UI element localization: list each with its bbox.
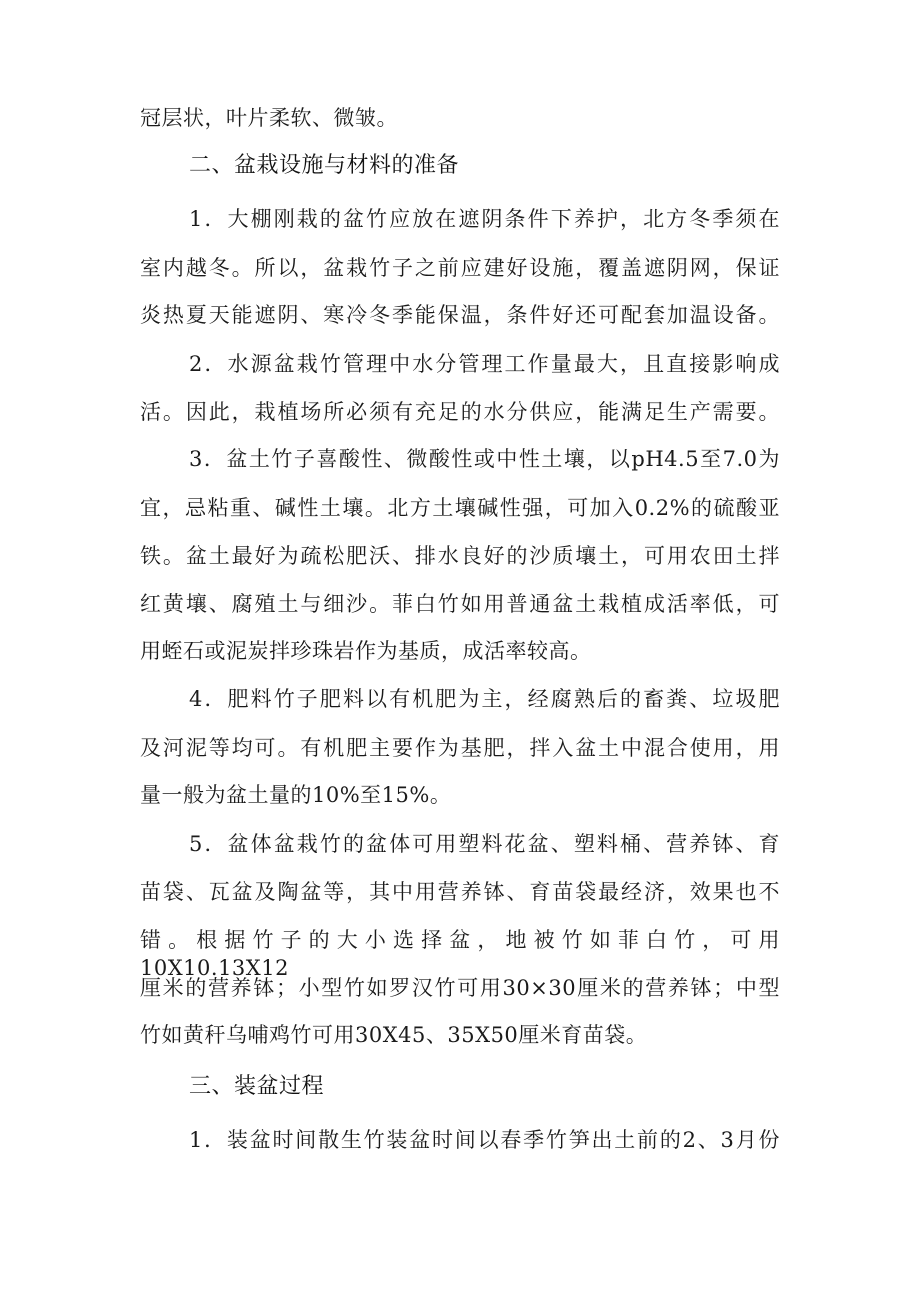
section-heading: 三、装盆过程 bbox=[189, 1074, 325, 1099]
paragraph-line: 竹如黄秆乌哺鸡竹可用30X45、35X50厘米育苗袋。 bbox=[140, 1023, 648, 1047]
paragraph-line: 活。因此，栽植场所必须有充足的水分供应，能满足生产需要。 bbox=[140, 400, 780, 424]
paragraph-line: 及河泥等均可。有机肥主要作为基肥，拌入盆土中混合使用，用 bbox=[140, 736, 780, 760]
paragraph-line: 5．盆体盆栽竹的盆体可用塑料花盆、塑料桶、营养钵、育 bbox=[189, 832, 780, 856]
paragraph-line: 1．装盆时间散生竹装盆时间以春季竹笋出土前的2、3月份 bbox=[189, 1128, 780, 1152]
paragraph-line: 苗袋、瓦盆及陶盆等，其中用营养钵、育苗袋最经济，效果也不 bbox=[140, 880, 780, 904]
paragraph-line: 红黄壤、腐殖土与细沙。菲白竹如用普通盆土栽植成活率低，可 bbox=[140, 592, 780, 616]
paragraph-line: 4．肥料竹子肥料以有机肥为主，经腐熟后的畜粪、垃圾肥 bbox=[189, 687, 780, 711]
paragraph-line: 厘米的营养钵；小型竹如罗汉竹可用30×30厘米的营养钵；中型 bbox=[140, 976, 780, 1000]
paragraph-line: 错。根据竹子的大小选择盆，地被竹如菲白竹，可用10X10.13X12 bbox=[140, 928, 780, 980]
paragraph-line: 炎热夏天能遮阴、寒冷冬季能保温，条件好还可配套加温设备。 bbox=[140, 303, 780, 327]
section-heading: 二、盆栽设施与材料的准备 bbox=[189, 153, 460, 178]
paragraph-line: 3．盆土竹子喜酸性、微酸性或中性土壤，以pH4.5至7.0为 bbox=[189, 447, 780, 471]
paragraph-line: 室内越冬。所以，盆栽竹子之前应建好设施，覆盖遮阴网，保证 bbox=[140, 256, 780, 280]
paragraph-line: 1．大棚刚栽的盆竹应放在遮阴条件下养护，北方冬季须在 bbox=[189, 207, 780, 231]
paragraph-line: 冠层状，叶片柔软、微皱。 bbox=[140, 106, 398, 130]
paragraph-line: 用蛭石或泥炭拌珍珠岩作为基质，成活率较高。 bbox=[140, 639, 592, 663]
paragraph-line: 2．水源盆栽竹管理中水分管理工作量最大，且直接影响成 bbox=[189, 352, 780, 376]
paragraph-line: 量一般为盆土量的10%至15%。 bbox=[140, 783, 452, 807]
paragraph-line: 铁。盆土最好为疏松肥沃、排水良好的沙质壤土，可用农田土拌 bbox=[140, 544, 780, 568]
paragraph-line: 宜，忌粘重、碱性土壤。北方土壤碱性强，可加入0.2%的硫酸亚 bbox=[140, 496, 780, 520]
